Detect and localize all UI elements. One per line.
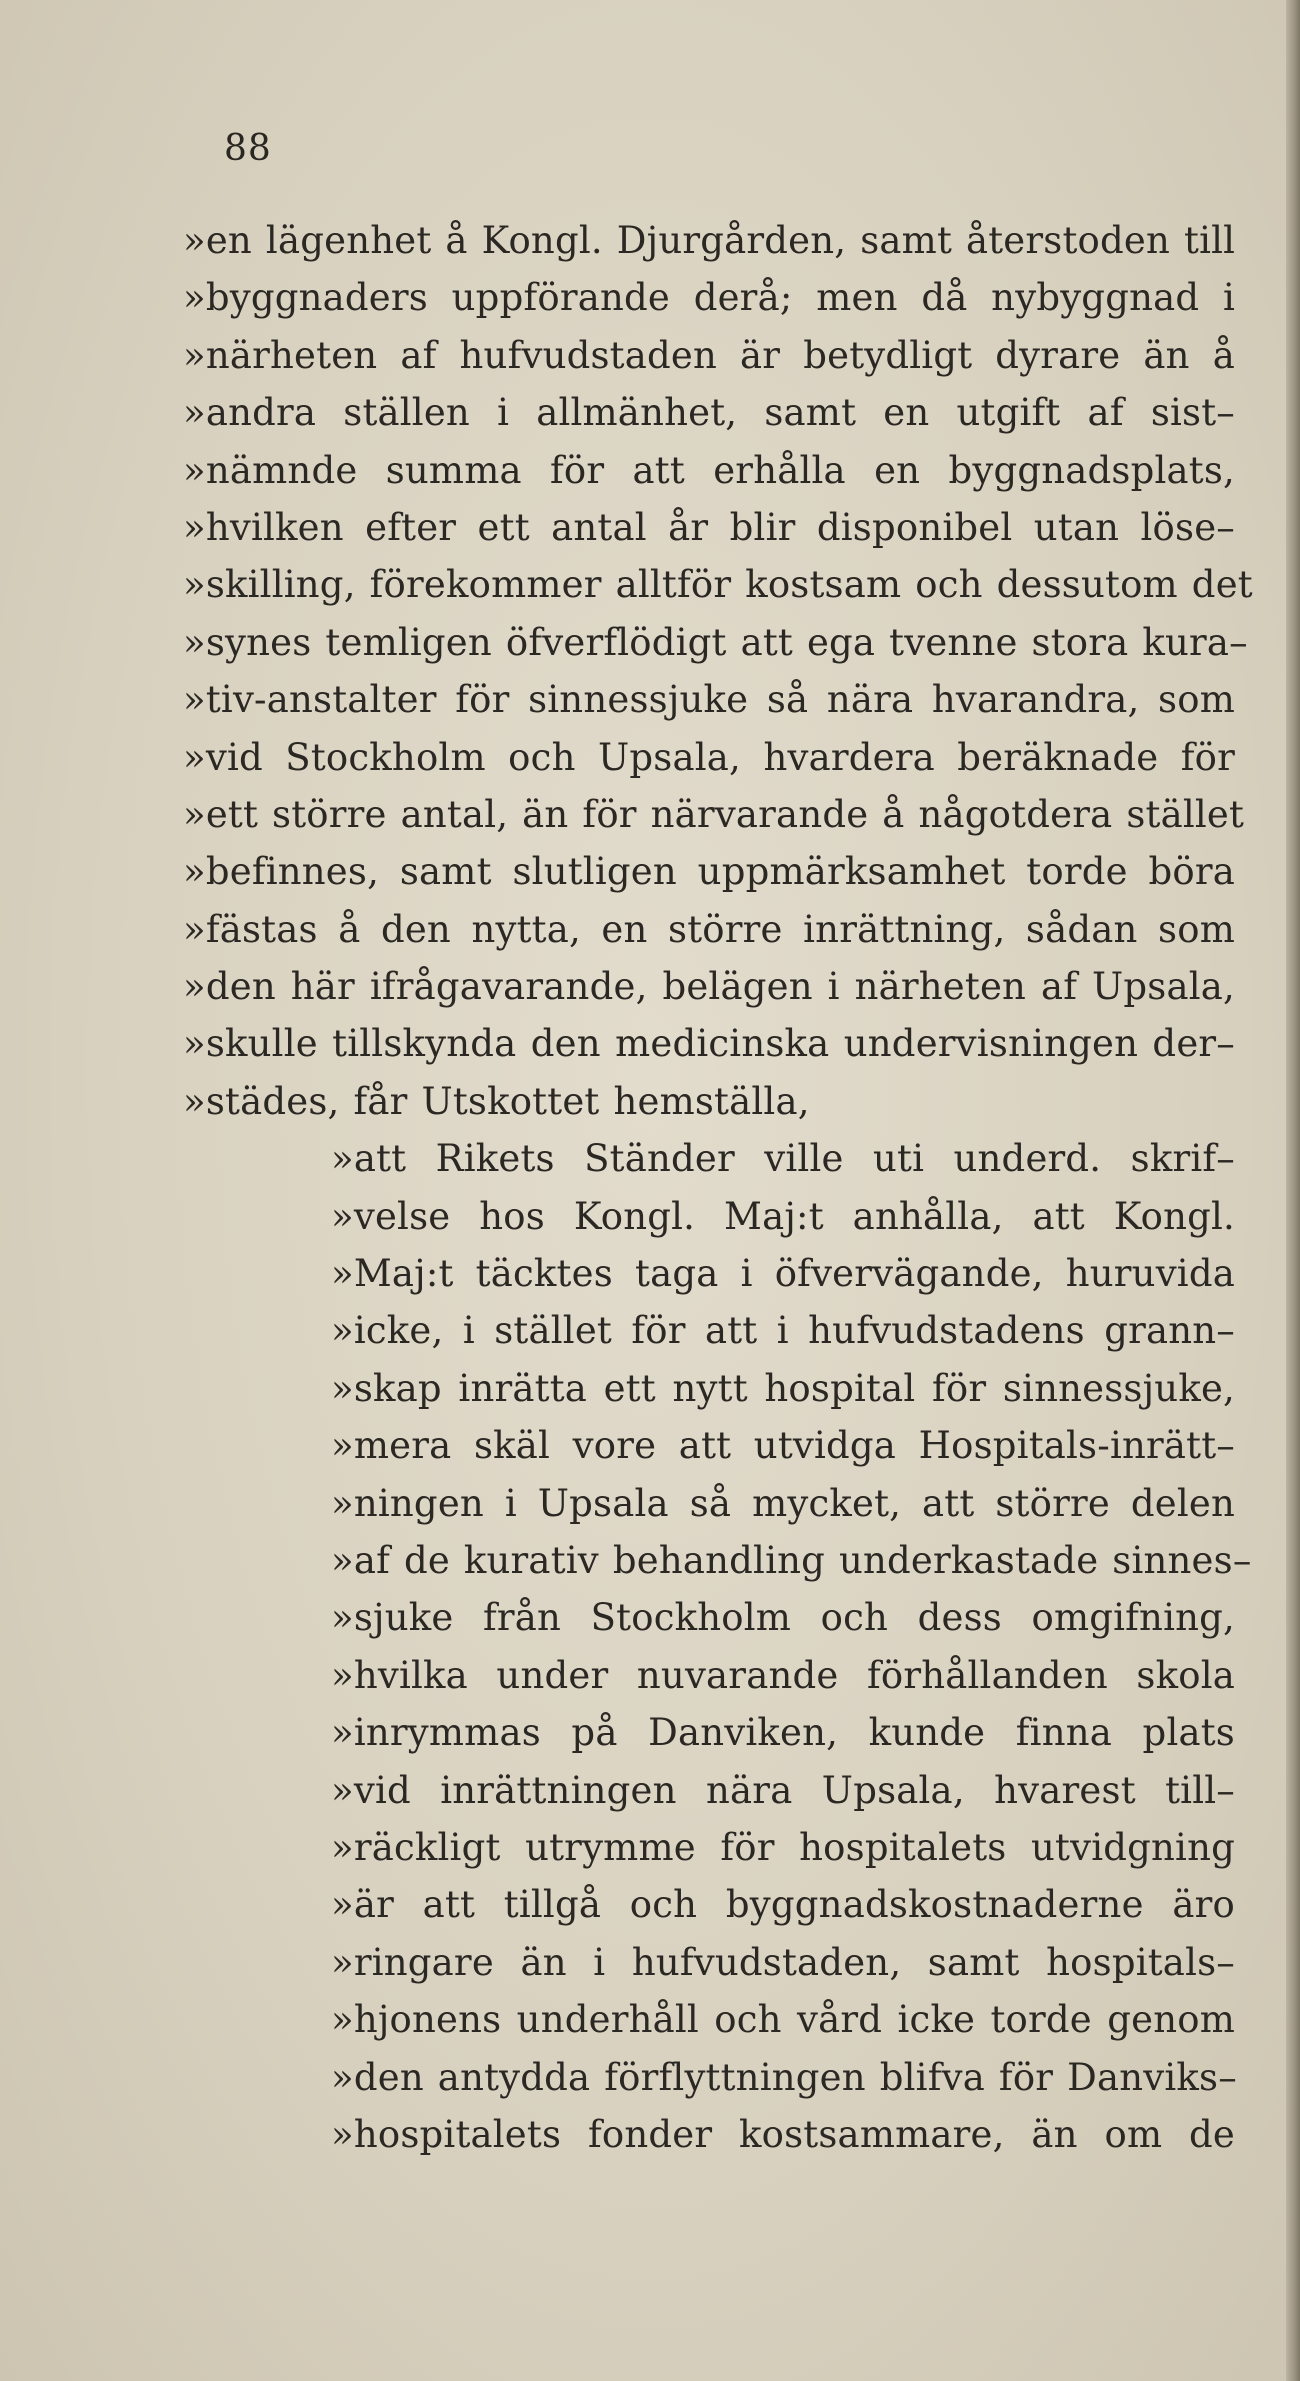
text-line: »räckligt utrymme för hospitalets utvidgning bbox=[331, 1825, 1235, 1869]
text-line: »närheten af hufvudstaden är betydligt dyrare än å bbox=[183, 333, 1235, 377]
text-line: »ett större antal, än för närvarande å någotdera stället bbox=[183, 792, 1245, 836]
text-line: »vid Stockholm och Upsala, hvardera beräknade för bbox=[183, 735, 1235, 779]
text-line: »ningen i Upsala så mycket, att större delen bbox=[331, 1481, 1235, 1525]
text-line: »ringare än i hufvudstaden, samt hospitals– bbox=[331, 1940, 1235, 1984]
text-line: »fästas å den nytta, en större inrättning, sådan som bbox=[183, 907, 1235, 951]
text-line: »andra ställen i allmänhet, samt en utgift af sist– bbox=[183, 391, 1235, 435]
text-line: »inrymmas på Danviken, kunde finna plats bbox=[331, 1711, 1235, 1755]
text-line: »mera skäl vore att utvidga Hospitals-inrätt– bbox=[331, 1424, 1235, 1468]
text-line: »städes, får Utskottet hemställa, bbox=[183, 1079, 810, 1123]
page-binding-edge bbox=[1286, 0, 1300, 2381]
text-line: »Maj:t täcktes taga i öfvervägande, huruvida bbox=[331, 1252, 1235, 1296]
text-line: »hvilken efter ett antal år blir disponibel utan löse– bbox=[183, 505, 1235, 549]
text-line: »icke, i stället för att i hufvudstadens grann– bbox=[331, 1309, 1235, 1353]
text-line: »sjuke från Stockholm och dess omgifning, bbox=[331, 1596, 1235, 1640]
page-number: 88 bbox=[224, 128, 272, 169]
text-line: »befinnes, samt slutligen uppmärksamhet torde böra bbox=[183, 850, 1235, 894]
text-line: »skap inrätta ett nytt hospital för sinnessjuke, bbox=[331, 1366, 1235, 1410]
text-line: »nämnde summa för att erhålla en byggnadsplats, bbox=[183, 448, 1235, 492]
text-line: »tiv-anstalter för sinnessjuke så nära hvarandra, som bbox=[183, 678, 1235, 722]
text-line: »hjonens underhåll och vård icke torde genom bbox=[331, 1998, 1235, 2042]
text-line: »är att tillgå och byggnadskostnaderne äro bbox=[331, 1883, 1235, 1927]
text-line: »vid inrättningen nära Upsala, hvarest till– bbox=[331, 1768, 1235, 1812]
text-line: »synes temligen öfverflödigt att ega tvenne stora kura– bbox=[183, 620, 1248, 664]
text-line: »byggnaders uppförande derå; men då nybyggnad i bbox=[183, 276, 1235, 320]
text-line: »hospitalets fonder kostsammare, än om de bbox=[331, 2112, 1235, 2156]
text-line: »den här ifrågavarande, belägen i närheten af Upsala, bbox=[183, 965, 1235, 1009]
text-line: »den antydda förflyttningen blifva för Danviks– bbox=[331, 2055, 1237, 2099]
text-line: »skilling, förekommer alltför kostsam och dessutom det bbox=[183, 563, 1253, 607]
text-line: »hvilka under nuvarande förhållanden skola bbox=[331, 1653, 1235, 1697]
text-line: »skulle tillskynda den medicinska undervisningen der– bbox=[183, 1022, 1235, 1066]
text-line: »en lägenhet å Kongl. Djurgården, samt återstoden till bbox=[183, 219, 1236, 262]
text-line: »af de kurativ behandling underkastade sinnes– bbox=[331, 1538, 1252, 1582]
text-line: »att Rikets Ständer ville uti underd. skrif– bbox=[331, 1137, 1235, 1181]
body-text bbox=[183, 212, 1253, 2163]
text-line: »velse hos Kongl. Maj:t anhålla, att Kongl. bbox=[331, 1194, 1235, 1238]
